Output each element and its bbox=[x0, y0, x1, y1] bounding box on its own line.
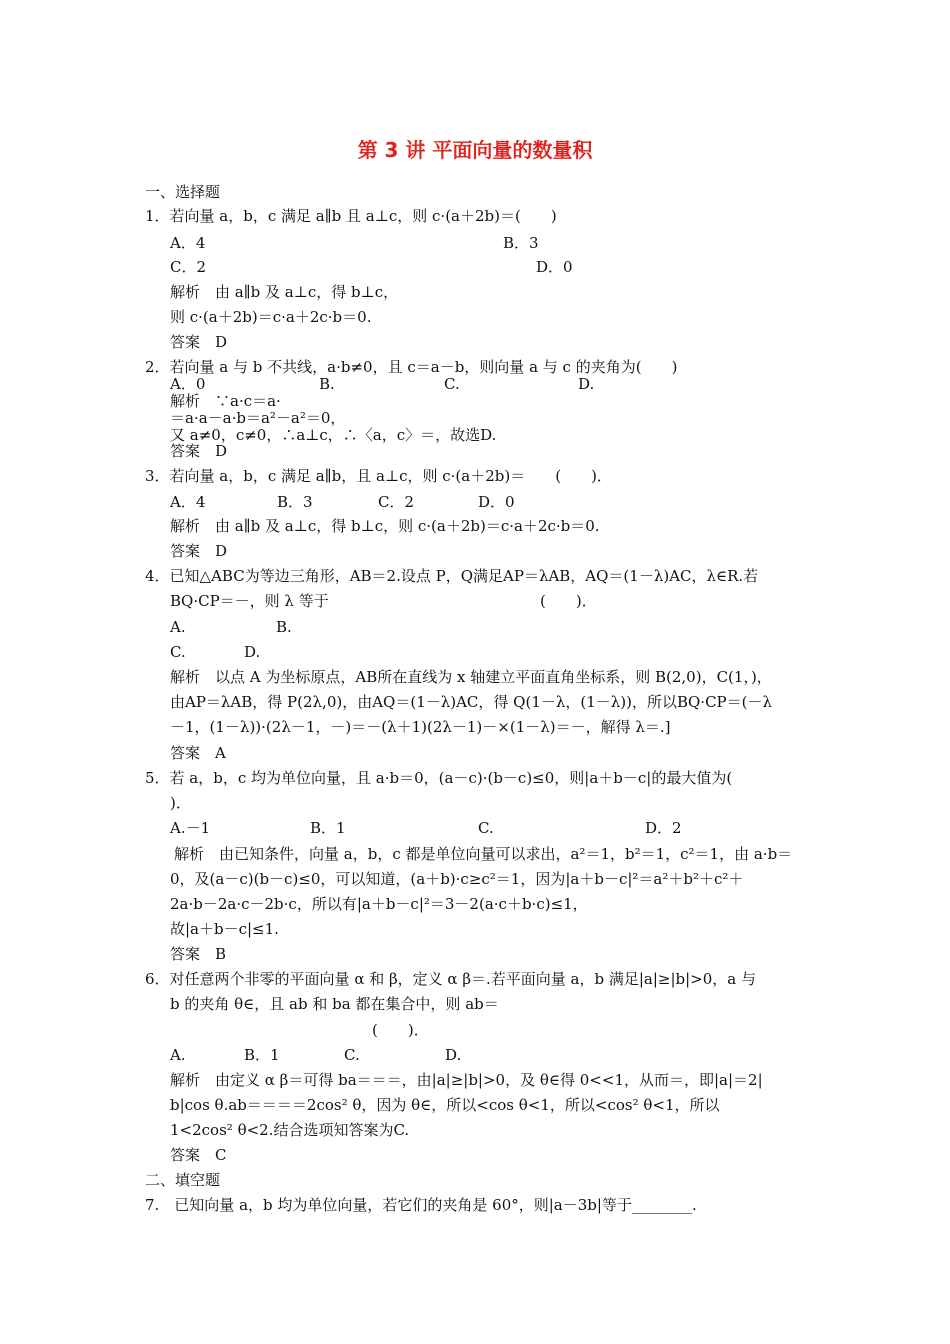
text-line: C. bbox=[444, 375, 460, 393]
text-line: 答案 D bbox=[170, 542, 228, 560]
text-line: D．0 bbox=[478, 493, 515, 511]
text-line: 故|a＋b－c|≤1. bbox=[170, 920, 279, 938]
text-line: D. bbox=[578, 375, 595, 393]
text-line: 2．若向量 a 与 b 不共线，a·b≠0，且 c＝a－b，则向量 a 与 c 的夹角为( ) bbox=[145, 358, 678, 376]
text-line: D．0 bbox=[536, 258, 573, 276]
text-line: A．0 bbox=[170, 375, 206, 393]
text-line: 由AP＝λAB，得 P(2λ,0)，由AQ＝(1－λ)AC，得 Q(1－λ，(1－λ))，所以BQ·CP＝(－λ bbox=[170, 693, 773, 711]
text-line: 1．若向量 a，b，c 满足 a∥b 且 a⊥c，则 c·(a＋2b)＝( ) bbox=[145, 207, 557, 225]
text-line: b|cos θ.ab＝＝＝＝2cos² θ，因为 θ∈，所以<cos θ<1，所以<cos² θ<1，所以 bbox=[170, 1096, 720, 1114]
text-line: ( )． bbox=[540, 592, 597, 610]
text-line: ＝a·a－a·b＝a²－a²＝0， bbox=[170, 409, 346, 427]
text-line: 3．若向量 a，b，c 满足 a∥b，且 a⊥c，则 c·(a＋2b)＝ ( )． bbox=[145, 467, 612, 485]
text-line: ( )． bbox=[372, 1021, 429, 1039]
text-line: 则 c·(a＋2b)＝c·a＋2c·b＝0. bbox=[170, 308, 372, 326]
text-line: 6．对任意两个非零的平面向量 α 和 β，定义 α β＝.若平面向量 a，b 满足|a|≥|b|>0，a 与 bbox=[145, 970, 756, 988]
text-line: 7. 已知向量 a，b 均为单位向量，若它们的夹角是 60°，则|a－3b|等于________. bbox=[145, 1196, 697, 1214]
text-line: 0，及(a－c)(b－c)≤0，可以知道，(a＋b)·c≥c²＝1，因为|a＋b－c|²＝a²＋b²＋c²＋ bbox=[170, 870, 744, 888]
text-line: 一、选择题 bbox=[145, 183, 221, 201]
text-line: 解析 以点 A 为坐标原点，AB所在直线为 x 轴建立平面直角坐标系，则 B(2,0)，C(1，)， bbox=[170, 668, 772, 686]
text-line: A. bbox=[170, 1046, 186, 1064]
text-line: D. bbox=[244, 643, 261, 661]
text-line: C. bbox=[344, 1046, 360, 1064]
text-line: A．4 bbox=[170, 493, 206, 511]
text-line: D．2 bbox=[645, 819, 682, 837]
text-line: C. bbox=[478, 819, 494, 837]
text-line: BQ·CP＝－，则 λ 等于 bbox=[170, 592, 329, 610]
text-line: 解析 由定义 α β＝可得 ba＝＝＝，由|a|≥|b|>0，及 θ∈得 0<<1，从而＝，即|a|＝2| bbox=[170, 1071, 763, 1089]
text-line: 解析 ∵a·c＝a· bbox=[170, 392, 281, 410]
text-line: B．3 bbox=[277, 493, 313, 511]
text-line: 4．已知△ABC为等边三角形，AB＝2.设点 P，Q满足AP＝λAB，AQ＝(1－λ)AC，λ∈R.若 bbox=[145, 567, 759, 585]
page-title: 第 3 讲 平面向量的数量积 bbox=[357, 138, 593, 162]
text-line: B. bbox=[276, 618, 292, 636]
text-line: 答案 A bbox=[170, 744, 226, 762]
text-line: b 的夹角 θ∈，且 ab 和 ba 都在集合中，则 ab＝ bbox=[170, 995, 499, 1013]
text-line: 2a·b－2a·c－2b·c，所以有|a＋b－c|²＝3－2(a·c＋b·c)≤1， bbox=[170, 895, 588, 913]
text-line: 1<2cos² θ<2.结合选项知答案为C. bbox=[170, 1121, 410, 1139]
text-line: 解析 由已知条件，向量 a，b，c 都是单位向量可以求出，a²＝1，b²＝1，c²＝1，由 a·b＝ bbox=[174, 845, 793, 863]
text-line: B. bbox=[319, 375, 335, 393]
text-line: )． bbox=[170, 794, 191, 812]
text-line: 又 a≠0，c≠0，∴a⊥c，∴〈a，c〉＝，故选D. bbox=[170, 426, 497, 444]
text-line: B．1 bbox=[310, 819, 346, 837]
text-line: B．3 bbox=[503, 234, 539, 252]
text-line: A. bbox=[170, 618, 186, 636]
text-line: A．4 bbox=[170, 234, 206, 252]
text-line: 答案 D bbox=[170, 333, 228, 351]
text-line: C. bbox=[170, 643, 186, 661]
text-line: D. bbox=[445, 1046, 462, 1064]
text-line: 答案 D bbox=[170, 442, 228, 460]
text-line: C．2 bbox=[170, 258, 207, 276]
text-line: B．1 bbox=[244, 1046, 280, 1064]
text-line: 答案 C bbox=[170, 1146, 227, 1164]
text-line: C．2 bbox=[378, 493, 415, 511]
text-line: 5．若 a，b，c 均为单位向量，且 a·b＝0，(a－c)·(b－c)≤0，则|a＋b－c|的最大值为( bbox=[145, 769, 733, 787]
text-line: －1，(1－λ))·(2λ－1，－)＝－(λ＋1)(2λ－1)－×(1－λ)＝－，解得 λ＝.] bbox=[170, 718, 671, 736]
text-line: A.－1 bbox=[170, 819, 211, 837]
text-line: 二、填空题 bbox=[145, 1171, 221, 1189]
text-line: 答案 B bbox=[170, 945, 227, 963]
text-line: 解析 由 a∥b 及 a⊥c，得 b⊥c， bbox=[170, 283, 399, 301]
text-line: 解析 由 a∥b 及 a⊥c，得 b⊥c，则 c·(a＋2b)＝c·a＋2c·b＝0. bbox=[170, 517, 600, 535]
